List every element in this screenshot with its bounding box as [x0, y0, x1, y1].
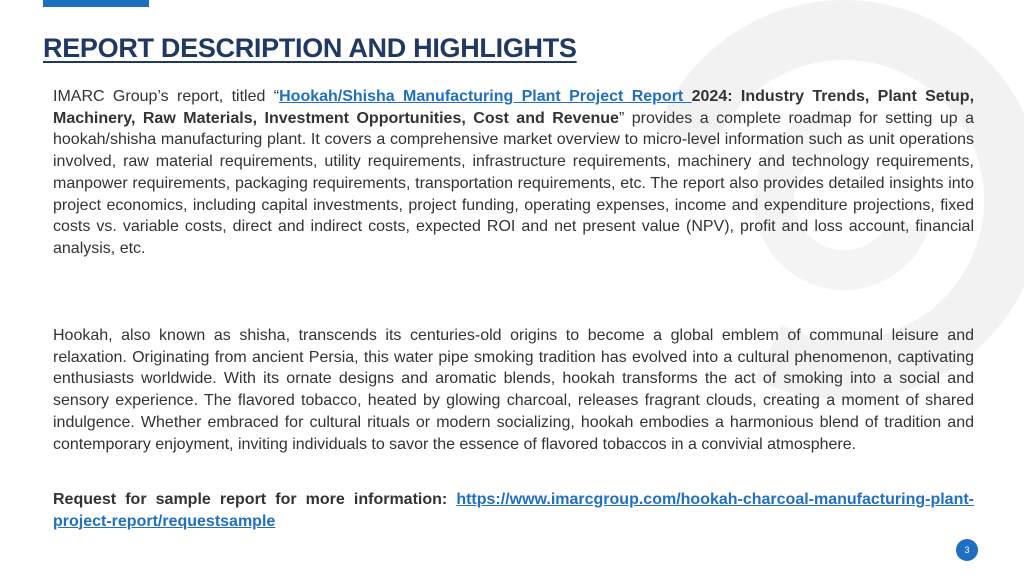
description-body: ” provides a complete roadmap for setting up a hookah/shisha manufacturing plant. It covers a comprehensive market overview to micro-level information such as unit operations involved, raw material requirements, utility requirements, infrastructure requirements, machinery and technology requirements, manpower requirements, packaging requirements, transportation requirements, etc. The report also provides detailed insights into project economics, including capital investments, project funding, operating expenses, income and expenditure projections, fixed costs vs. variable costs, direct and indirect costs, expected ROI and net present value (NPV), profit and loss account, financial analysis, etc. — [53, 109, 975, 257]
request-label: Request for sample report for more information: — [53, 491, 457, 508]
report-title-link[interactable]: Hookah/Shisha Manufacturing Plant Project Report — [279, 88, 692, 105]
hookah-overview-paragraph: Hookah, also known as shisha, transcends its centuries-old origins to become a global emblem of communal leisure and relaxation. Originating from ancient Persia, this water pipe smoking tradition has evolved into a cultural phenomenon, captivating enthusiasts worldwide. With its ornate designs and aromatic blends, hookah transforms the act of smoking into a social and sensory experience. The flavored tobacco, heated by glowing charcoal, releases fragrant clouds, creating a moment of shared indulgence. Whether embraced for cultural rituals or modern socializing, hookah embodies a harmonious blend of tradition and contemporary enjoyment, inviting individuals to savor the essence of flavored tobaccos in a convivial atmosphere. — [53, 327, 974, 453]
request-sample-link[interactable]: https://www.imarcgroup.com/hookah-charcoal-manufacturing-plant-project-report/requestsample — [53, 491, 974, 530]
request-sample-paragraph — [53, 489, 974, 532]
page-number-badge: 3 — [956, 539, 978, 561]
report-subtitle: 2024: Industry Trends, Plant Setup, Machinery, Raw Materials, Investment Opportunities, Cost and Revenue — [53, 88, 975, 127]
page-title: REPORT DESCRIPTION AND HIGHLIGHTS — [43, 33, 577, 63]
intro-text: IMARC Group’s report, titled “ — [53, 88, 280, 105]
report-description-paragraph — [53, 86, 974, 260]
top-accent-bar — [43, 0, 149, 7]
